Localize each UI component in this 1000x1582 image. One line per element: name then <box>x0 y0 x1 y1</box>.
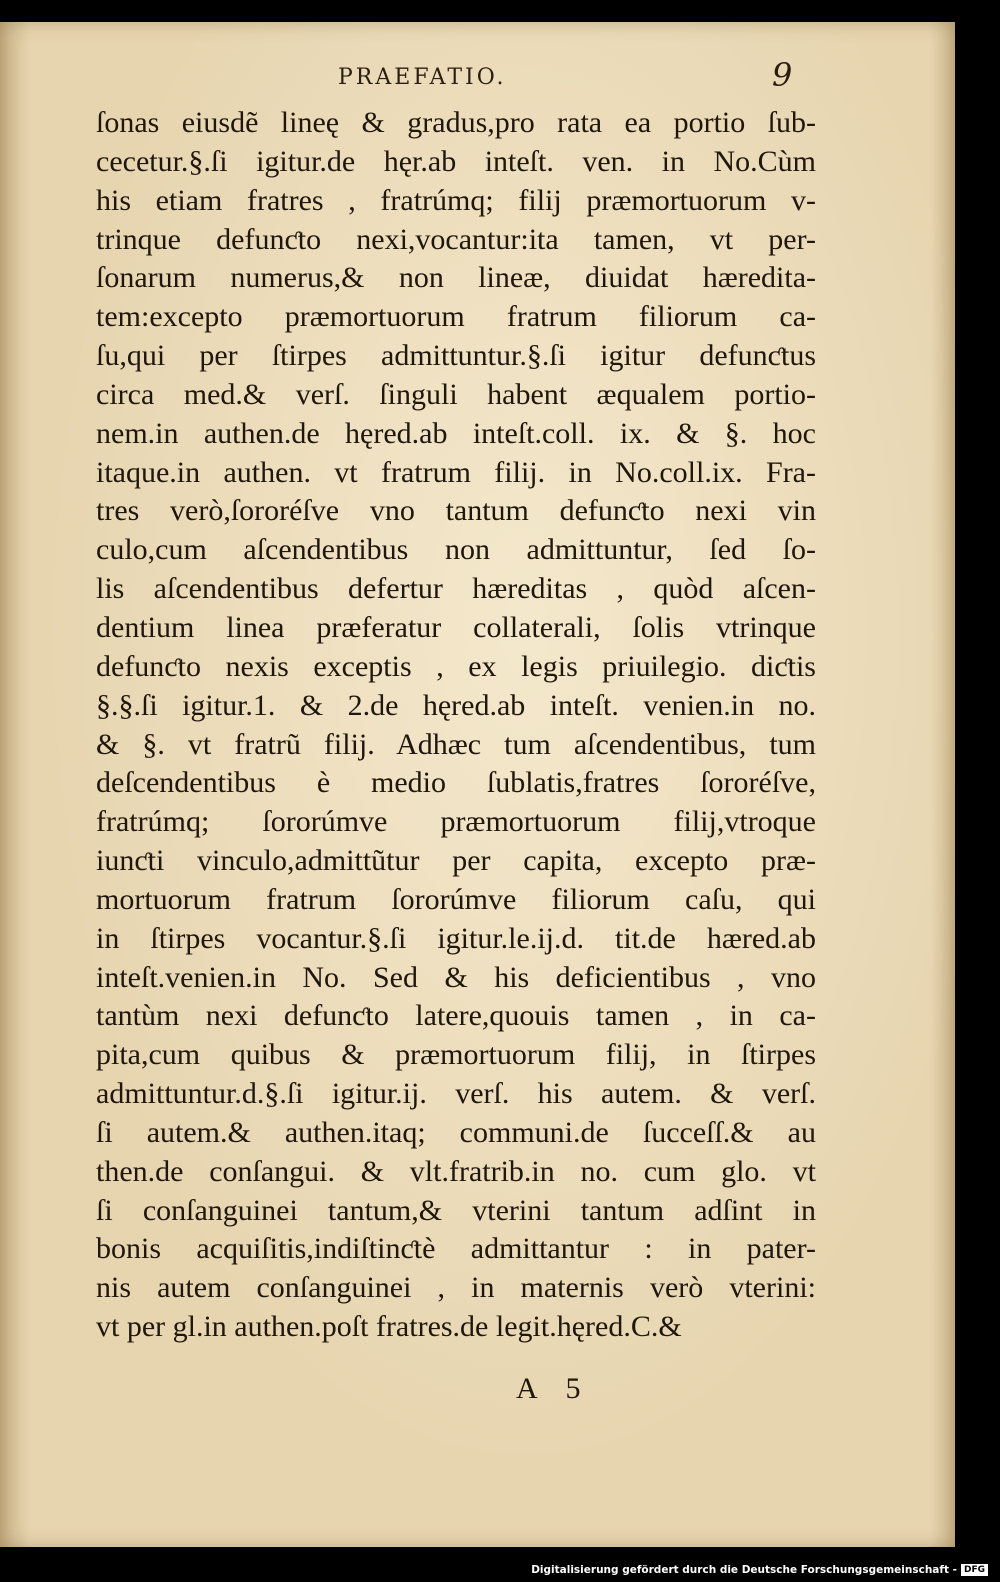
text-line: in ſtirpes vocantur.§.ſi igitur.le.ij.d. tit.de hæred.ab <box>96 921 816 955</box>
text-line: tantùm nexi defunƈto latere,quouis tamen , in ca- <box>96 999 816 1033</box>
text-line: deſcendentibus è medio ſublatis,fratres ſororéſve, <box>96 766 816 800</box>
text-line: tem:excepto præmortuorum fratrum filiorum ca- <box>96 300 816 334</box>
text-line: bonis acquiſitis,indiſtinƈtè admittantur : in pater- <box>96 1232 816 1266</box>
text-line: ſonarum numerus,& non lineæ, diuidat hæredita- <box>96 261 816 295</box>
text-line: lis aſcendentibus defertur hæreditas , quòd aſcen- <box>96 572 816 606</box>
text-line: vt per gl.in authen.poſt fratres.de legit.hęred.C.& <box>96 1310 682 1344</box>
text-line: tres verò,ſororéſve vno tantum defunƈto nexi vin <box>96 494 816 528</box>
text-line: §.§.ſi igitur.1. & 2.de hęred.ab inteſt. venien.in no. <box>96 688 816 722</box>
text-line: fratrúmq; ſororúmve præmortuorum filij,vtroque <box>96 805 816 839</box>
text-line: culo,cum aſcendentibus non admittuntur, ſed ſo- <box>96 533 816 567</box>
running-head: PRAEFATIO. <box>338 65 507 90</box>
text-line: trinque defunƈto nexi,vocantur:ita tamen, vt per- <box>96 222 816 256</box>
body-text <box>96 104 816 1347</box>
text-line: ſi conſanguinei tantum,& vterini tantum adſint in <box>96 1193 816 1227</box>
funding-footer <box>531 1564 988 1576</box>
text-line: ſi autem.& authen.itaq; communi.de ſucceſſ.& au <box>96 1115 816 1149</box>
text-line: nis autem conſanguinei , in maternis verò vterini: <box>96 1271 816 1305</box>
dfg-logo-icon: DFG <box>961 1564 988 1576</box>
page-number: 9 <box>772 56 793 94</box>
signature-mark: A 5 <box>516 1372 581 1405</box>
text-line: iunƈti vinculo,admittũtur per capita, excepto præ- <box>96 844 816 878</box>
text-line: ſu,qui per ſtirpes admittuntur.§.ſi igitur defunƈtus <box>96 339 816 373</box>
text-line: his etiam fratres , fratrúmq; filij præmortuorum v- <box>96 183 816 217</box>
text-line: defunƈto nexis exceptis , ex legis priuilegio. diƈtis <box>96 649 816 683</box>
text-line: ſonas eiusdẽ lineę & gradus,pro rata ea portio ſub- <box>96 106 816 139</box>
text-line: nem.in authen.de hęred.ab inteſt.coll. ix. & §. hoc <box>96 416 816 450</box>
text-line: admittuntur.d.§.ſi igitur.ij. verſ. his autem. & verſ. <box>96 1077 816 1111</box>
text-line: then.de conſangui. & vlt.fratrib.in no. cum glo. vt <box>96 1154 816 1188</box>
book-page <box>0 22 955 1547</box>
text-line: inteſt.venien.in No. Sed & his deficientibus , vno <box>96 960 816 994</box>
text-line: dentium linea præferatur collaterali, ſolis vtrinque <box>96 610 816 644</box>
text-line: itaque.in authen. vt fratrum filij. in No.coll.ix. Fra- <box>96 455 816 489</box>
text-line: & §. vt fratrũ filij. Adhæc tum aſcendentibus, tum <box>96 727 816 761</box>
text-line: pita,cum quibus & præmortuorum filij, in ſtirpes <box>96 1038 816 1072</box>
funding-credit: Digitalisierung gefördert durch die Deutsche Forschungsgemeinschaft - <box>531 1564 957 1576</box>
text-line: cecetur.§.ſi igitur.de hęr.ab inteſt. ven. in No.Cùm <box>96 144 816 178</box>
text-line: circa med.& verſ. ſinguli habent æqualem portio- <box>96 377 816 411</box>
text-line: mortuorum fratrum ſororúmve filiorum caſu, qui <box>96 882 816 916</box>
